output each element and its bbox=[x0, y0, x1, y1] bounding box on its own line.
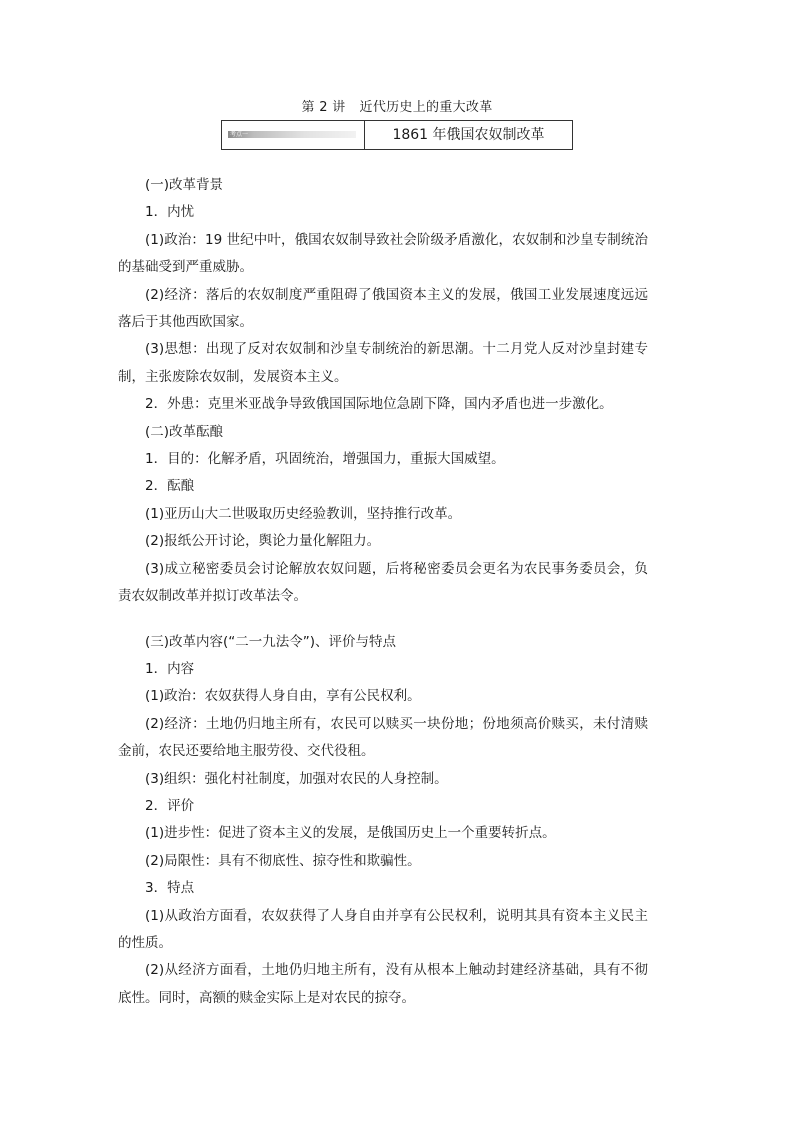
paragraph: (1)从政治方面看，农奴获得了人身自由并享有公民权利，说明其具有资本主义民主的性质。 bbox=[118, 907, 648, 951]
section-heading: 1861 年俄国农奴制改革 bbox=[392, 127, 545, 143]
paragraph: 2．外患：克里米亚战争导致俄国国际地位急剧下降，国内矛盾也进一步激化。 bbox=[145, 396, 613, 413]
paragraph: (2)经济：落后的农奴制度严重阻碍了俄国资本主义的发展，俄国工业发展速度远远落后于其他西欧国家。 bbox=[118, 286, 648, 331]
lecture-topic: 近代历史上的重大改革 bbox=[359, 100, 493, 115]
paragraph: (3)成立秘密委员会讨论解放农奴问题，后将秘密委员会更名为农民事务委员会，负责农奴制改革并拟订改革法令。 bbox=[118, 560, 648, 605]
lecture-number: 第 2 讲 bbox=[301, 100, 346, 115]
paragraph: (2)从经济方面看，土地仍归地主所有，没有从根本上触动封建经济基础，具有不彻底性。同时，高额的赎金实际上是对农民的掠夺。 bbox=[118, 962, 648, 1006]
paragraph: 2．评价 bbox=[145, 797, 195, 814]
paragraph: (2)报纸公开讨论，舆论力量化解阻力。 bbox=[145, 533, 381, 550]
paragraph: (1)政治：农奴获得人身自由，享有公民权利。 bbox=[145, 688, 421, 705]
paragraph: (2)经济：土地仍归地主所有，农民可以赎买一块份地；份地须高价赎买，未付清赎金前，农民还要给地主服劳役、交代役租。 bbox=[118, 715, 648, 760]
page-title bbox=[0, 96, 794, 115]
paragraph: (3)组织：强化村社制度，加强对农民的人身控制。 bbox=[145, 770, 448, 787]
paragraph: (1)亚历山大二世吸取历史经验教训，坚持推行改革。 bbox=[145, 505, 462, 522]
paragraph: 1．内忧 bbox=[145, 204, 195, 221]
paragraph: (一)改革背景 bbox=[145, 177, 224, 193]
paragraph: (3)思想：出现了反对农奴制和沙皇专制统治的新思潮。十二月党人反对沙皇封建专制，主张废除农奴制，发展资本主义。 bbox=[118, 341, 648, 385]
paragraph: (2)局限性：具有不彻底性、掠夺性和欺骗性。 bbox=[145, 852, 421, 869]
section-tag-cell bbox=[222, 121, 365, 149]
paragraph: (1)进步性：促进了资本主义的发展，是俄国历史上一个重要转折点。 bbox=[145, 825, 556, 842]
paragraph: (1)政治：19 世纪中叶，俄国农奴制导致社会阶级矛盾激化，农奴制和沙皇专制统治的基础受到严重威胁。 bbox=[118, 231, 648, 276]
paragraph: 3．特点 bbox=[145, 880, 195, 897]
section-header-box bbox=[221, 120, 573, 150]
paragraph: (三)改革内容(“二一九法令”)、评价与特点 bbox=[145, 633, 397, 650]
paragraph: 1．内容 bbox=[145, 660, 195, 677]
paragraph: 2．酝酿 bbox=[145, 478, 195, 495]
paragraph: 1．目的：化解矛盾，巩固统治，增强国力，重振大国威望。 bbox=[145, 451, 505, 468]
paragraph: (二)改革酝酿 bbox=[145, 423, 224, 440]
document-body bbox=[118, 172, 648, 1012]
section-tag-label: 考点一 bbox=[230, 131, 249, 138]
